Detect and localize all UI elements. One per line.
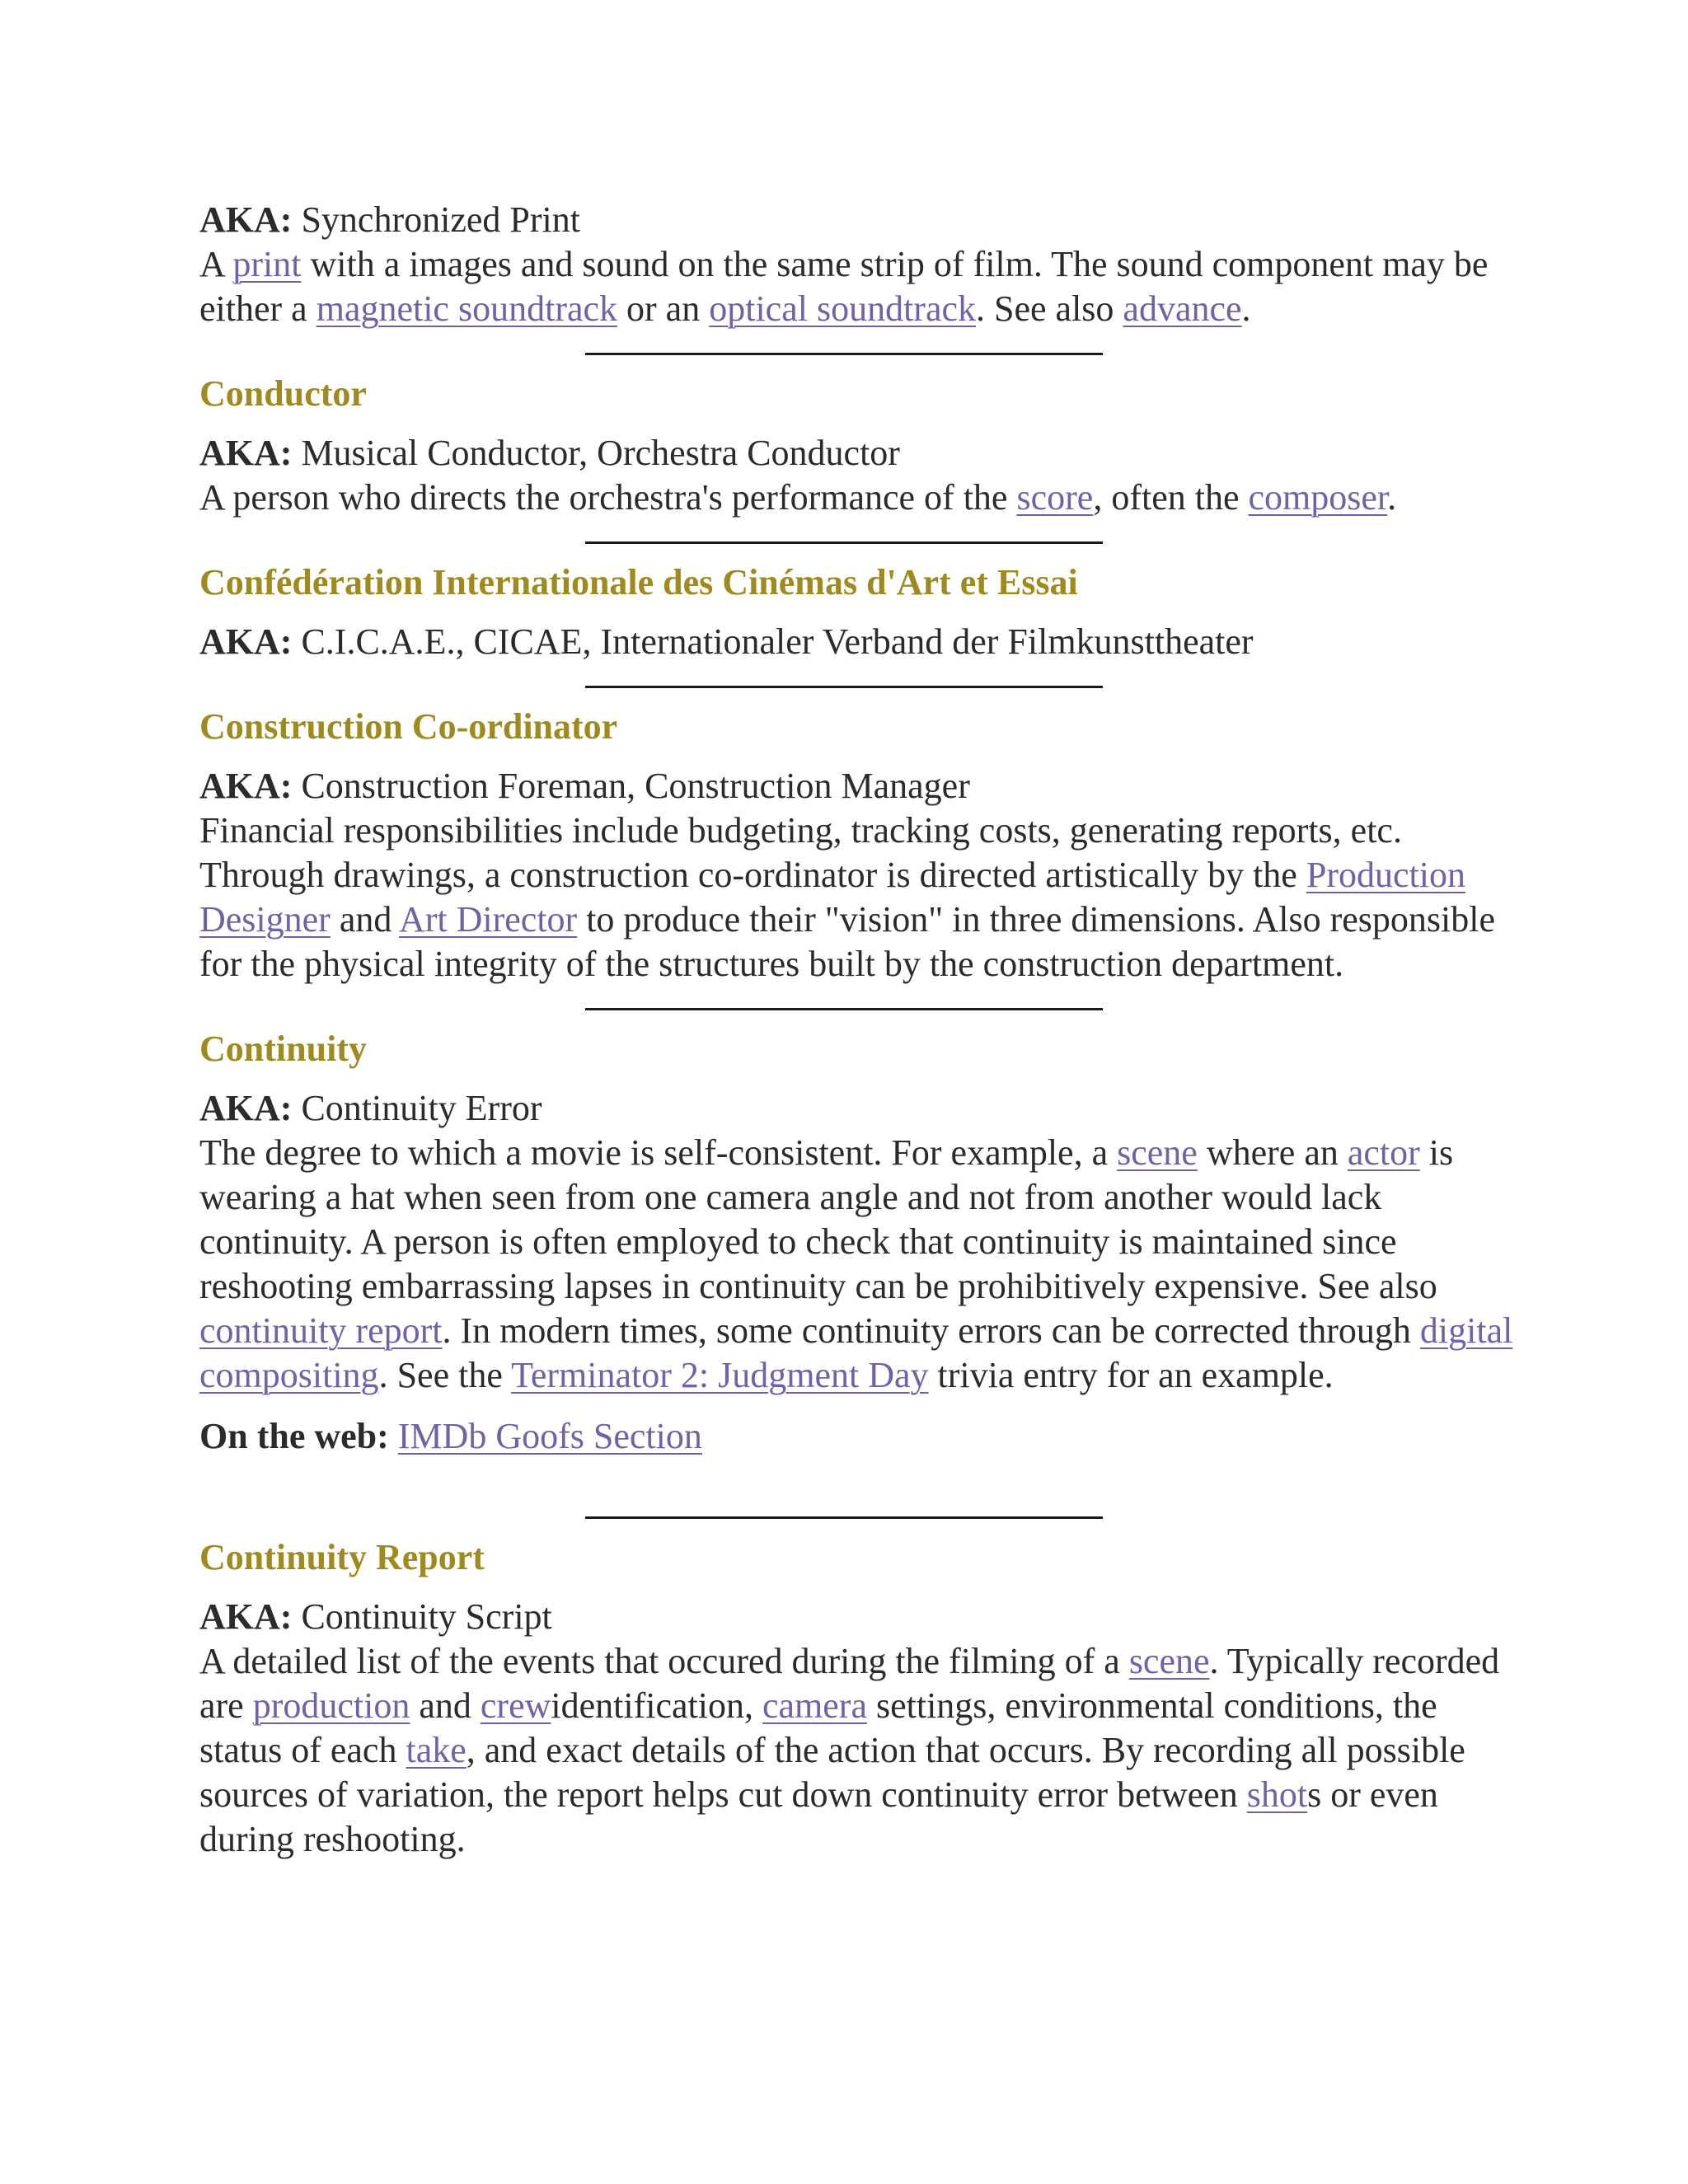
text-run: , often the — [1093, 477, 1249, 518]
link-take[interactable]: take — [406, 1730, 467, 1770]
aka-value: C.I.C.A.E., CICAE, Internationaler Verband der Filmkunsttheater — [301, 621, 1254, 662]
link-print[interactable]: print — [232, 244, 302, 284]
aka-value: Synchronized Print — [301, 199, 580, 240]
text-run: with a images and sound on the same strip of film. The sound component may be either a — [199, 244, 1489, 329]
aka-label: AKA: — [199, 199, 293, 240]
link-shot[interactable]: shot — [1246, 1774, 1308, 1815]
text-run: A detailed list of the events that occured during the filming of a — [199, 1641, 1129, 1681]
term-heading-continuity: Continuity — [199, 1029, 367, 1069]
text-run: , and exact details of the action that occurs. By recording all possible sources of variation, the report helps cut down continuity error between — [199, 1730, 1465, 1815]
text-run: . Typically recorded are — [199, 1641, 1500, 1726]
text-run: or an — [617, 288, 710, 329]
text-run: The degree to which a movie is self-consistent. For example, a — [199, 1132, 1118, 1173]
text-run: . — [1387, 477, 1397, 518]
on-the-web-line — [199, 1414, 1518, 1459]
definition-text — [199, 1131, 1518, 1398]
link-continuity-report[interactable]: continuity report — [199, 1310, 443, 1351]
link-camera[interactable]: camera — [762, 1685, 867, 1726]
link-advance[interactable]: advance — [1123, 288, 1242, 329]
aka-value: Construction Foreman, Construction Manager — [301, 766, 970, 806]
term-heading-construction-coordinator: Construction Co-ordinator — [199, 706, 618, 747]
text-run: s or even during reshooting. — [199, 1774, 1438, 1859]
aka-line — [199, 1595, 1518, 1639]
aka-value: Continuity Script — [301, 1596, 552, 1637]
text-run: . In modern times, some continuity errors can be corrected through — [442, 1310, 1420, 1351]
text-run: A person who directs the orchestra's performance of the — [199, 477, 1017, 518]
glossary-page — [199, 198, 1518, 1862]
text-run: to produce their "vision" in three dimensions. Also responsible for the physical integrity of the structures built by the construction department. — [199, 899, 1495, 984]
definition-text — [199, 808, 1518, 987]
text-run: trivia entry for an example. — [928, 1355, 1334, 1395]
web-label: On the web: — [199, 1416, 389, 1456]
definition-text — [199, 476, 1518, 520]
text-run: settings, environmental conditions, the status of each — [199, 1685, 1437, 1770]
aka-label: AKA: — [199, 433, 293, 473]
link-composer[interactable]: composer — [1248, 477, 1388, 518]
text-run: and — [410, 1685, 481, 1726]
text-run: is wearing a hat when seen from one camera angle and not from another would lack continuity. A person is often employed to check that continuity is maintained since reshooting embarrassing lapses in continuity can be prohibitively expensive. See also — [199, 1132, 1454, 1306]
aka-line — [199, 431, 1518, 476]
entry-divider — [585, 353, 1103, 355]
aka-label: AKA: — [199, 1596, 293, 1637]
text-run: . — [1241, 288, 1251, 329]
aka-line — [199, 198, 1518, 242]
link-scene[interactable]: scene — [1117, 1132, 1198, 1173]
aka-value: Continuity Error — [301, 1088, 542, 1128]
definition-text — [199, 242, 1518, 331]
link-production-designer[interactable]: Production Designer — [199, 855, 1465, 940]
link-optical-soundtrack[interactable]: optical soundtrack — [709, 288, 977, 329]
link-imdb-goofs[interactable]: IMDb Goofs Section — [397, 1416, 702, 1456]
aka-label: AKA: — [199, 621, 293, 662]
text-run: Financial responsibilities include budgeting, tracking costs, generating reports, etc. Through drawings, a construction co-ordinator is directed artistically by the — [199, 810, 1402, 895]
link-scene[interactable]: scene — [1128, 1641, 1210, 1681]
link-crew[interactable]: crew — [480, 1685, 551, 1726]
text-run: . See also — [976, 288, 1123, 329]
aka-label: AKA: — [199, 1088, 293, 1128]
definition-text — [199, 1639, 1518, 1862]
link-art-director[interactable]: Art Director — [398, 899, 578, 940]
entry-divider — [585, 541, 1103, 544]
link-magnetic-soundtrack[interactable]: magnetic soundtrack — [316, 288, 618, 329]
link-digital-compositing[interactable]: digital compositing — [199, 1310, 1513, 1395]
text-run: identification, — [551, 1685, 762, 1726]
link-production[interactable]: production — [252, 1685, 410, 1726]
entry-divider — [585, 1008, 1103, 1010]
text-run: . See the — [378, 1355, 512, 1395]
text-run: A — [199, 244, 233, 284]
entry-divider — [585, 686, 1103, 688]
text-run: and — [330, 899, 399, 940]
aka-value: Musical Conductor, Orchestra Conductor — [301, 433, 900, 473]
term-heading-conductor: Conductor — [199, 373, 367, 414]
aka-line — [199, 1086, 1518, 1131]
link-actor[interactable]: actor — [1347, 1132, 1420, 1173]
term-heading-continuity-report: Continuity Report — [199, 1537, 485, 1577]
aka-line — [199, 764, 1518, 808]
aka-label: AKA: — [199, 766, 293, 806]
link-terminator-2[interactable]: Terminator 2: Judgment Day — [511, 1355, 929, 1395]
entry-divider — [585, 1516, 1103, 1519]
term-heading-cicae: Confédération Internationale des Cinémas d'Art et Essai — [199, 562, 1078, 602]
aka-line — [199, 620, 1518, 664]
link-score[interactable]: score — [1016, 477, 1094, 518]
text-run: where an — [1197, 1132, 1348, 1173]
